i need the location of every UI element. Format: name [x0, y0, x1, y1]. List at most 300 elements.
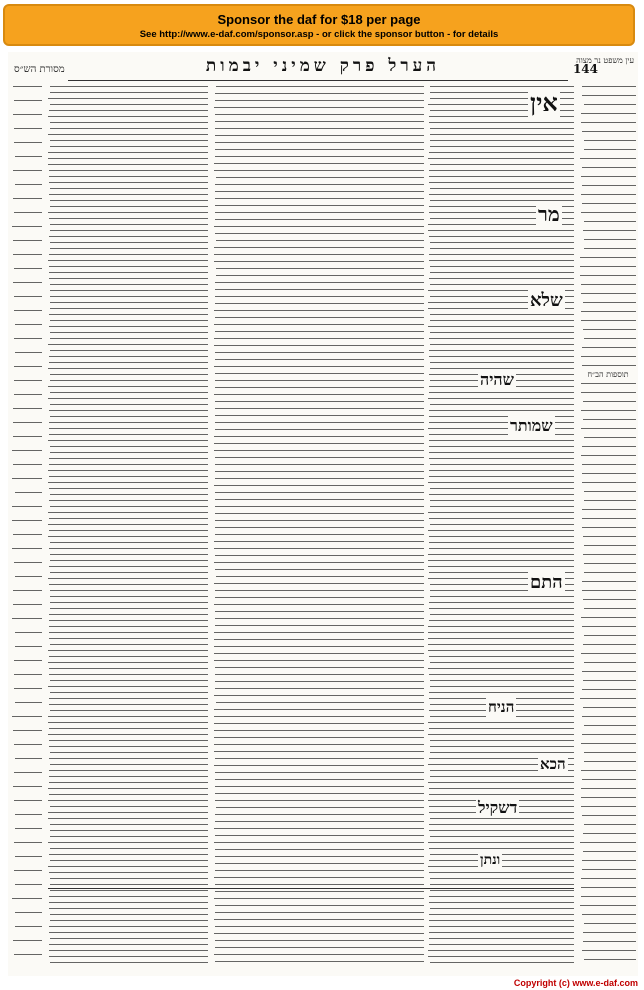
text-line	[12, 520, 42, 521]
text-line	[584, 923, 636, 924]
text-line	[214, 730, 424, 731]
page-title: הערל פרק שמיני יבמות	[205, 56, 441, 76]
text-line	[215, 835, 424, 836]
text-line	[50, 446, 208, 447]
text-line	[581, 383, 636, 384]
text-line	[48, 152, 208, 153]
text-line	[14, 660, 42, 661]
text-line	[583, 302, 636, 303]
text-line	[49, 464, 208, 465]
page-number: 144	[572, 62, 598, 76]
text-line	[216, 576, 424, 577]
text-line	[48, 716, 208, 717]
text-line	[581, 788, 636, 789]
text-line	[582, 734, 636, 735]
text-line	[216, 807, 424, 808]
text-line	[50, 140, 208, 141]
text-line	[429, 338, 574, 339]
text-line	[49, 794, 208, 795]
text-line	[14, 744, 42, 745]
text-line	[215, 688, 424, 689]
text-line	[50, 506, 208, 507]
text-line	[215, 289, 424, 290]
text-line	[428, 950, 574, 951]
text-line	[429, 476, 574, 477]
text-line	[583, 932, 636, 933]
text-line	[215, 786, 424, 787]
text-line	[216, 275, 424, 276]
text-line	[50, 806, 208, 807]
text-line	[215, 555, 424, 556]
text-line	[49, 428, 208, 429]
text-line	[50, 242, 208, 243]
text-line	[429, 608, 574, 609]
text-line	[48, 98, 208, 99]
text-line	[581, 887, 636, 888]
opening-word-4: שהיה	[480, 370, 514, 389]
text-line	[429, 938, 574, 939]
text-line	[49, 902, 208, 903]
text-line	[50, 122, 208, 123]
text-line	[582, 365, 636, 366]
text-line	[581, 122, 636, 123]
text-line	[430, 614, 574, 615]
text-line	[49, 254, 208, 255]
text-line	[50, 608, 208, 609]
text-line	[50, 404, 208, 405]
text-line	[582, 185, 636, 186]
text-line	[48, 686, 208, 687]
text-line	[429, 152, 574, 153]
text-line	[429, 920, 574, 921]
text-line	[214, 765, 424, 766]
text-line	[214, 310, 424, 311]
text-line	[14, 366, 42, 367]
text-line	[14, 128, 42, 129]
text-line	[14, 800, 42, 801]
text-line	[215, 142, 424, 143]
banner-subtitle[interactable]: See http://www.e-daf.com/sponsor.asp - or click the sponsor button - for details	[139, 29, 499, 40]
text-line	[429, 122, 574, 123]
text-line	[14, 954, 42, 955]
text-line	[50, 206, 208, 207]
text-line	[49, 932, 208, 933]
text-line	[429, 518, 574, 519]
text-line	[215, 282, 424, 283]
text-line	[584, 572, 636, 573]
text-line	[429, 410, 574, 411]
text-line	[215, 296, 424, 297]
text-line	[49, 410, 208, 411]
text-line	[49, 170, 208, 171]
text-line	[48, 524, 208, 525]
gemara-column	[214, 86, 424, 966]
text-line	[215, 317, 424, 318]
text-line	[430, 248, 574, 249]
text-line	[582, 716, 636, 717]
text-line	[584, 752, 636, 753]
text-line	[215, 114, 424, 115]
text-line	[50, 542, 208, 543]
text-line	[583, 554, 636, 555]
text-line	[215, 212, 424, 213]
text-line	[49, 926, 208, 927]
text-line	[49, 518, 208, 519]
text-line	[584, 662, 636, 663]
text-line	[215, 520, 424, 521]
opening-word-1: אין	[530, 88, 558, 117]
text-line	[50, 128, 208, 129]
text-line	[581, 392, 636, 393]
text-line	[581, 176, 636, 177]
text-line	[580, 158, 636, 159]
text-line	[430, 284, 574, 285]
text-line	[584, 239, 636, 240]
text-line	[214, 660, 424, 661]
text-line	[215, 149, 424, 150]
text-line	[215, 926, 424, 927]
text-line	[215, 478, 424, 479]
text-line	[428, 560, 574, 561]
text-line	[429, 914, 574, 915]
text-line	[430, 500, 574, 501]
text-line	[48, 818, 208, 819]
text-line	[214, 709, 424, 710]
text-line	[214, 716, 424, 717]
text-line	[214, 261, 424, 262]
text-line	[430, 362, 574, 363]
text-line	[215, 590, 424, 591]
opening-word-2: מר	[538, 202, 560, 226]
text-line	[430, 188, 574, 189]
text-line	[49, 626, 208, 627]
text-line	[214, 485, 424, 486]
text-line	[215, 912, 424, 913]
copyright-link[interactable]: Copyright (c) www.e-daf.com	[513, 978, 638, 988]
text-line	[14, 212, 42, 213]
text-line	[48, 344, 208, 345]
text-line	[581, 311, 636, 312]
text-line	[583, 851, 636, 852]
banner-title: Sponsor the daf for $18 per page	[217, 12, 421, 27]
text-line	[49, 746, 208, 747]
text-line	[13, 730, 42, 731]
text-line	[49, 908, 208, 909]
text-line	[49, 584, 208, 585]
text-line	[215, 674, 424, 675]
text-line	[14, 296, 42, 297]
text-line	[48, 812, 208, 813]
text-line	[428, 554, 574, 555]
text-line	[48, 788, 208, 789]
text-line	[581, 212, 636, 213]
text-line	[584, 635, 636, 636]
text-line	[49, 950, 208, 951]
text-line	[215, 422, 424, 423]
text-line	[215, 961, 424, 962]
text-line	[50, 596, 208, 597]
text-line	[214, 443, 424, 444]
text-line	[12, 226, 42, 227]
text-line	[429, 692, 574, 693]
text-line	[49, 674, 208, 675]
text-line	[15, 646, 42, 647]
text-line	[582, 581, 636, 582]
text-line	[215, 331, 424, 332]
text-line	[580, 275, 636, 276]
text-line	[215, 597, 424, 598]
text-line	[49, 728, 208, 729]
text-line	[214, 247, 424, 248]
text-line	[50, 452, 208, 453]
text-line	[429, 446, 574, 447]
text-line	[214, 163, 424, 164]
text-line	[583, 707, 636, 708]
text-line	[215, 947, 424, 948]
text-line	[428, 566, 574, 567]
text-line	[49, 782, 208, 783]
text-line	[430, 776, 574, 777]
text-line	[50, 224, 208, 225]
text-line	[214, 828, 424, 829]
text-line	[49, 110, 208, 111]
text-line	[582, 167, 636, 168]
text-line	[215, 814, 424, 815]
text-line	[50, 890, 208, 891]
text-line	[215, 429, 424, 430]
text-line	[429, 788, 574, 789]
text-line	[12, 618, 42, 619]
text-line	[50, 560, 208, 561]
text-line	[430, 368, 574, 369]
text-line	[582, 203, 636, 204]
text-line	[584, 608, 636, 609]
text-line	[214, 548, 424, 549]
text-line	[49, 272, 208, 273]
text-line	[429, 260, 574, 261]
text-line	[13, 604, 42, 605]
text-line	[428, 326, 574, 327]
text-line	[50, 752, 208, 753]
text-line	[582, 95, 636, 96]
text-line	[15, 702, 42, 703]
text-line	[15, 912, 42, 913]
text-line	[429, 470, 574, 471]
text-line	[50, 962, 208, 963]
text-line	[15, 758, 42, 759]
masoret-hashas-header: מסורת הש״ס	[14, 64, 65, 75]
text-line	[13, 436, 42, 437]
text-line	[12, 548, 42, 549]
text-line	[582, 518, 636, 519]
text-line	[429, 536, 574, 537]
text-line	[214, 338, 424, 339]
text-line	[582, 815, 636, 816]
text-line	[50, 92, 208, 93]
text-line	[215, 506, 424, 507]
text-line	[215, 457, 424, 458]
text-line	[50, 350, 208, 351]
sponsor-banner[interactable]	[3, 4, 635, 46]
text-line	[582, 446, 636, 447]
text-line	[429, 674, 574, 675]
text-line	[15, 884, 42, 885]
opening-word-7: הניח	[488, 698, 515, 716]
text-line	[430, 272, 574, 273]
text-line	[12, 898, 42, 899]
text-line	[48, 512, 208, 513]
text-line	[429, 602, 574, 603]
text-line	[49, 656, 208, 657]
text-line	[48, 470, 208, 471]
text-line	[581, 896, 636, 897]
text-line	[580, 257, 636, 258]
text-line	[49, 566, 208, 567]
text-line	[584, 761, 636, 762]
text-line	[581, 653, 636, 654]
ein-mishpat-header: עין משפט נר מצוה	[576, 56, 634, 65]
text-line	[583, 941, 636, 942]
text-line	[581, 293, 636, 294]
text-line	[216, 702, 424, 703]
text-line	[429, 170, 574, 171]
text-line	[430, 164, 574, 165]
text-line	[214, 737, 424, 738]
text-line	[49, 704, 208, 705]
text-line	[428, 734, 574, 735]
text-line	[430, 680, 574, 681]
text-line	[50, 878, 208, 879]
text-line	[15, 632, 42, 633]
text-line	[215, 681, 424, 682]
text-line	[215, 569, 424, 570]
text-line	[15, 576, 42, 577]
text-line	[583, 536, 636, 537]
text-line	[214, 639, 424, 640]
text-line	[430, 488, 574, 489]
text-line	[14, 310, 42, 311]
text-line	[214, 723, 424, 724]
text-line	[215, 387, 424, 388]
header-rule	[68, 80, 568, 81]
text-line	[14, 842, 42, 843]
text-line	[214, 842, 424, 843]
text-line	[583, 680, 636, 681]
text-line	[48, 536, 208, 537]
text-line	[48, 866, 208, 867]
opening-word-3: שלא	[530, 290, 563, 311]
text-line	[12, 506, 42, 507]
text-line	[215, 863, 424, 864]
ein-mishpat-column	[580, 86, 636, 966]
text-line	[215, 352, 424, 353]
text-line	[430, 404, 574, 405]
text-line	[215, 184, 424, 185]
text-line	[430, 818, 574, 819]
text-line	[429, 728, 574, 729]
text-line	[214, 653, 424, 654]
text-line	[48, 722, 208, 723]
text-line	[13, 590, 42, 591]
text-line	[214, 646, 424, 647]
text-line	[13, 170, 42, 171]
text-line	[13, 422, 42, 423]
text-line	[429, 896, 574, 897]
text-line	[215, 100, 424, 101]
text-line	[50, 416, 208, 417]
text-line	[216, 240, 424, 241]
text-line	[429, 548, 574, 549]
opening-word-8: הכא	[540, 755, 566, 773]
text-line	[214, 226, 424, 227]
text-line	[429, 236, 574, 237]
text-line	[582, 464, 636, 465]
text-line	[48, 578, 208, 579]
text-line	[215, 618, 424, 619]
text-line	[49, 944, 208, 945]
text-line	[215, 793, 424, 794]
text-line	[582, 509, 636, 510]
text-line	[429, 392, 574, 393]
text-line	[49, 458, 208, 459]
text-line	[49, 632, 208, 633]
text-line	[429, 278, 574, 279]
text-line	[430, 320, 574, 321]
text-line	[49, 488, 208, 489]
text-line	[50, 200, 208, 201]
text-line	[48, 842, 208, 843]
text-line	[582, 473, 636, 474]
text-line	[430, 314, 574, 315]
text-line	[49, 218, 208, 219]
text-line	[13, 408, 42, 409]
text-line	[50, 374, 208, 375]
text-line	[49, 476, 208, 477]
text-line	[49, 638, 208, 639]
text-line	[50, 230, 208, 231]
text-line	[13, 940, 42, 941]
text-line	[50, 302, 208, 303]
text-line	[50, 332, 208, 333]
text-line	[50, 848, 208, 849]
text-line	[581, 356, 636, 357]
text-line	[49, 956, 208, 957]
text-line	[428, 782, 574, 783]
text-line	[429, 902, 574, 903]
text-line	[584, 338, 636, 339]
opening-word-10: ונתן	[480, 852, 501, 868]
text-line	[214, 324, 424, 325]
text-line	[430, 962, 574, 963]
text-line	[215, 359, 424, 360]
text-line	[215, 135, 424, 136]
text-line	[214, 695, 424, 696]
text-line	[215, 373, 424, 374]
text-line	[584, 545, 636, 546]
text-line	[214, 436, 424, 437]
text-line	[582, 779, 636, 780]
text-line	[216, 177, 424, 178]
text-line	[13, 254, 42, 255]
text-line	[430, 86, 574, 87]
text-line	[50, 692, 208, 693]
text-line	[581, 284, 636, 285]
text-line	[50, 86, 208, 87]
text-line	[12, 478, 42, 479]
text-line	[50, 380, 208, 381]
text-line	[215, 625, 424, 626]
text-line	[214, 919, 424, 920]
